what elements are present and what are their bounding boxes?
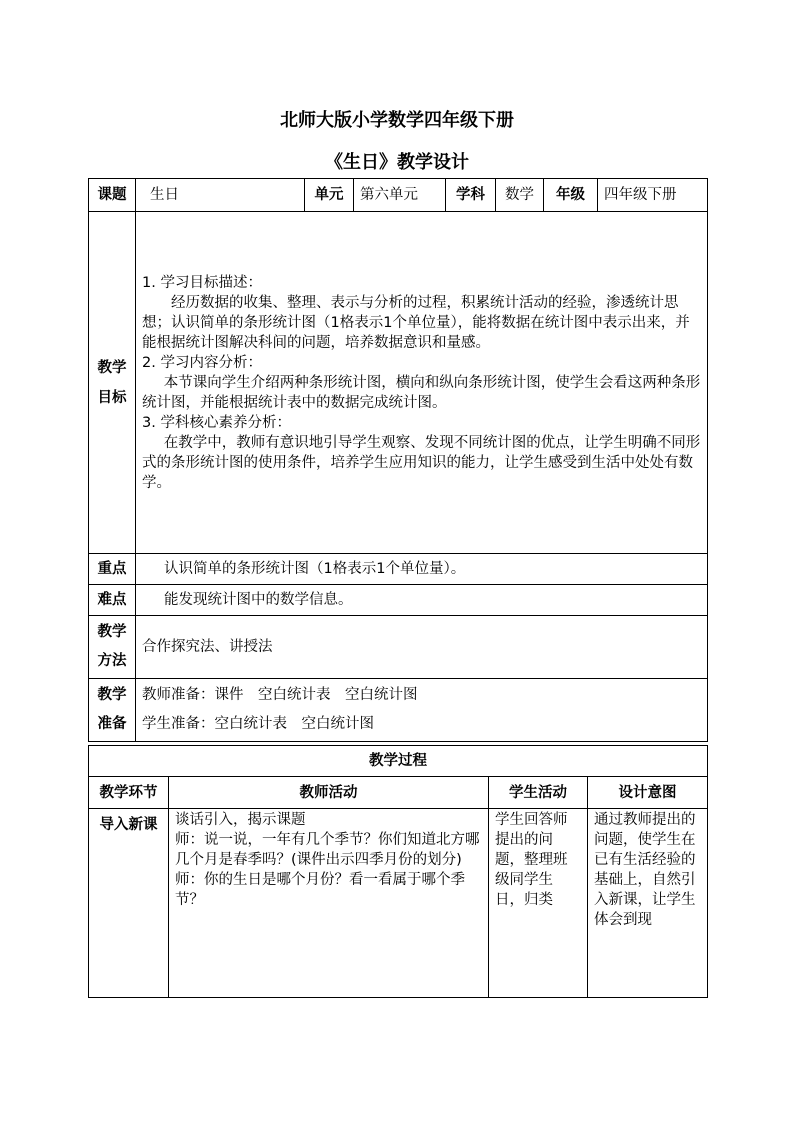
method-label bbox=[89, 616, 136, 679]
difficulty-text: 能发现统计图中的数学信息。 bbox=[136, 585, 708, 616]
objectives-label-line1: 教学 bbox=[97, 359, 127, 376]
stage-header: 教学环节 bbox=[89, 777, 169, 809]
objectives-label bbox=[89, 212, 136, 554]
student-preparation: 学生准备：空白统计表 空白统计图 bbox=[142, 716, 374, 732]
difficulty-row bbox=[89, 585, 708, 616]
objective-heading-3: 3. 学科核心素养分析： bbox=[142, 414, 291, 431]
objective-paragraph-2: 本节课向学生介绍两种条形统计图，横向和纵向条形统计图，使学生会看这两种条形统计图，并能根据统计表中的数据完成统计图。 bbox=[142, 374, 701, 411]
unit-label: 单元 bbox=[305, 179, 354, 212]
objectives-row bbox=[89, 212, 708, 554]
teacher-activity-intro bbox=[169, 809, 489, 998]
teacher-preparation: 教师准备：课件 空白统计表 空白统计图 bbox=[142, 687, 418, 703]
teacher-activity-line-1: 谈话引入，揭示课题 bbox=[175, 812, 306, 828]
lesson-info-table bbox=[88, 178, 708, 742]
unit-value: 第六单元 bbox=[354, 179, 446, 212]
difficulty-label: 难点 bbox=[89, 585, 136, 616]
method-row bbox=[89, 616, 708, 679]
key-point-text: 认识简单的条形统计图（1格表示1个单位量）。 bbox=[136, 554, 708, 585]
topic-value: 生日 bbox=[136, 179, 305, 212]
document-title: 北师大版小学数学四年级下册 bbox=[280, 110, 514, 131]
teaching-process-table bbox=[88, 745, 708, 998]
preparation-row bbox=[89, 679, 708, 742]
process-row-intro bbox=[89, 809, 708, 998]
preparation-label-line2: 准备 bbox=[97, 716, 127, 732]
design-intent-header: 设计意图 bbox=[588, 777, 708, 809]
document-subtitle: 《生日》教学设计 bbox=[325, 152, 469, 173]
subject-label: 学科 bbox=[446, 179, 496, 212]
preparation-text bbox=[136, 679, 708, 742]
grade-label: 年级 bbox=[544, 179, 598, 212]
student-activity-header: 学生活动 bbox=[489, 777, 588, 809]
preparation-label-line1: 教学 bbox=[97, 687, 127, 703]
topic-label: 课题 bbox=[89, 179, 136, 212]
method-label-line1: 教学 bbox=[97, 624, 127, 640]
process-header-row bbox=[89, 777, 708, 809]
objectives-content bbox=[136, 212, 708, 554]
design-intent-intro: 通过教师提出的问题，使学生在已有生活经验的基础上，自然引入新课，让学生体会到现 bbox=[588, 809, 708, 998]
objectives-label-line2: 目标 bbox=[97, 389, 127, 406]
key-point-row bbox=[89, 554, 708, 585]
teacher-activity-header: 教师活动 bbox=[169, 777, 489, 809]
objective-paragraph-3: 在教学中，教师有意识地引导学生观察、发现不同统计图的优点，让学生明确不同形式的条形统计图的使用条件，培养学生应用知识的能力，让学生感受到生活中处处有数学。 bbox=[142, 434, 701, 491]
preparation-label bbox=[89, 679, 136, 742]
grade-value: 四年级下册 bbox=[598, 179, 708, 212]
teacher-activity-line-2: 师：说一说，一年有几个季节？你们知道北方哪几个月是春季吗？(课件出示四季月份的划分) bbox=[175, 832, 480, 868]
process-title: 教学过程 bbox=[89, 746, 708, 777]
subject-value: 数学 bbox=[496, 179, 544, 212]
stage-intro: 导入新课 bbox=[89, 809, 169, 998]
objective-heading-1: 1. 学习目标描述： bbox=[142, 274, 262, 291]
header-row bbox=[89, 179, 708, 212]
teacher-activity-line-3: 师：你的生日是哪个月份？看一看属于哪个季节？ bbox=[175, 872, 465, 908]
objective-heading-2: 2. 学习内容分析： bbox=[142, 354, 262, 371]
method-label-line2: 方法 bbox=[97, 653, 127, 669]
key-point-label: 重点 bbox=[89, 554, 136, 585]
method-text: 合作探究法、讲授法 bbox=[136, 616, 708, 679]
objective-paragraph-1: 经历数据的收集、整理、表示与分析的过程，积累统计活动的经验，渗透统计思想；认识简单的条形统计图（1格表示1个单位量），能将数据在统计图中表示出来，并能根据统计图解决科间的问题，培养数据意识和量感。 bbox=[142, 294, 690, 351]
student-activity-intro: 学生回答师提出的问题，整理班级同学生日，归类 bbox=[489, 809, 588, 998]
